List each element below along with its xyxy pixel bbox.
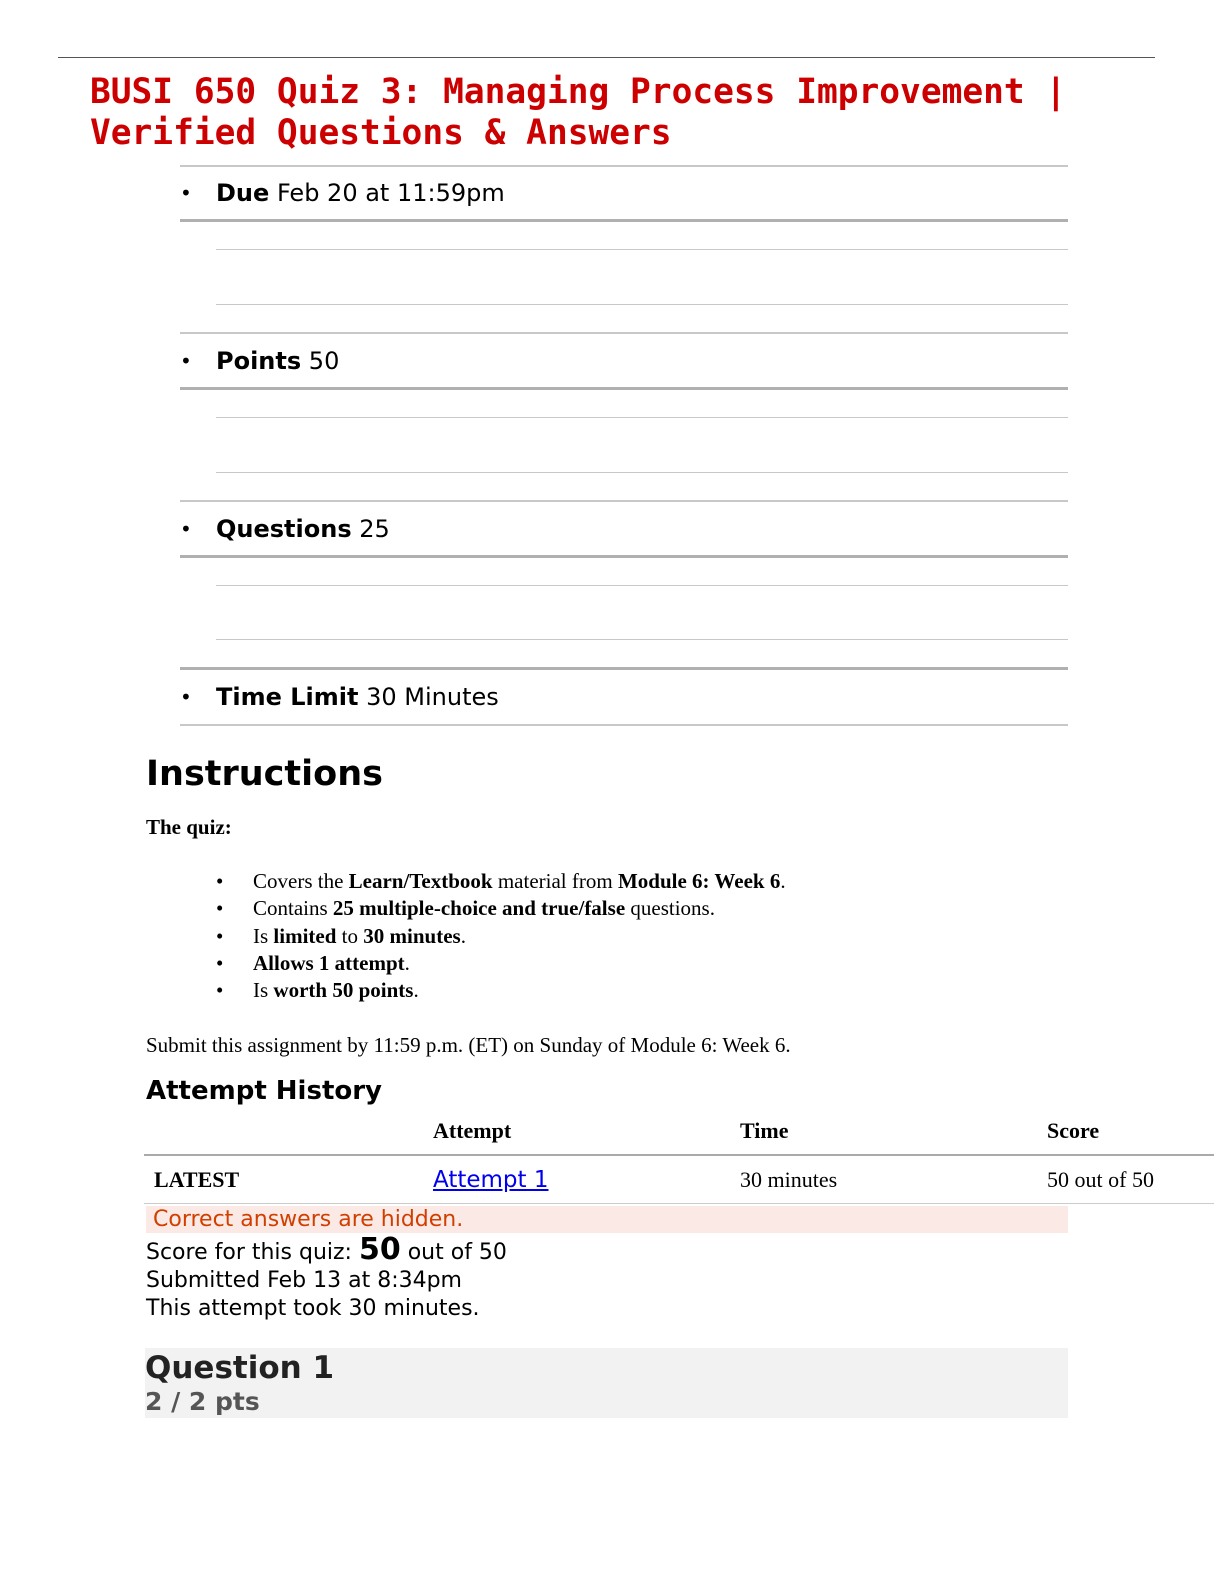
question-title: Question 1 (145, 1350, 335, 1386)
divider (216, 417, 1068, 418)
question-points: 2 / 2 pts (145, 1387, 260, 1416)
question-header (145, 1348, 1068, 1418)
instructions-list (146, 868, 786, 1004)
instruction-text: . (780, 869, 786, 893)
instruction-text: worth 50 points (273, 978, 414, 1003)
instruction-text: Contains (253, 896, 333, 921)
bullet-icon: • (216, 978, 224, 1003)
attempt-1-link[interactable]: Attempt 1 (433, 1167, 549, 1193)
column-header-time: Time (740, 1118, 789, 1143)
attempt-status: LATEST (154, 1167, 240, 1192)
bullet-icon: • (180, 181, 192, 205)
score-line (146, 1232, 507, 1267)
bullet-icon: • (216, 950, 224, 975)
quiz-intro: The quiz: (146, 815, 232, 839)
instruction-text: . (404, 950, 410, 975)
divider (216, 249, 1068, 250)
divider (180, 724, 1068, 726)
column-header-attempt: Attempt (433, 1118, 512, 1143)
divider (216, 304, 1068, 305)
answers-hidden-notice: Correct answers are hidden. (146, 1206, 1068, 1233)
divider (216, 639, 1068, 640)
bullet-icon: • (180, 517, 192, 541)
divider (180, 165, 1068, 167)
bullet-icon: • (216, 896, 224, 921)
bullet-icon: • (180, 349, 192, 373)
duration-line: This attempt took 30 minutes. (146, 1296, 480, 1321)
divider (180, 667, 1068, 670)
attempt-time: 30 minutes (740, 1167, 838, 1192)
instruction-text: Is (253, 978, 274, 1003)
questions-label: Questions (216, 515, 352, 543)
divider (180, 332, 1068, 334)
divider (216, 472, 1068, 473)
divider (180, 555, 1068, 558)
top-rule (58, 57, 1155, 58)
instruction-item (146, 977, 786, 1004)
instruction-text: . (413, 978, 419, 1003)
instruction-text: Is (253, 923, 274, 948)
attempt-history-heading: Attempt History (146, 1076, 383, 1106)
row-rule (144, 1203, 1214, 1204)
header-rule (144, 1154, 1214, 1156)
divider (180, 500, 1068, 502)
instruction-text: . (460, 923, 466, 948)
divider (180, 387, 1068, 390)
instruction-text: Module 6: Week 6 (617, 869, 781, 893)
document-title: BUSI 650 Quiz 3: Managing Process Improvement | Verified Questions & Answers (90, 72, 1067, 153)
instruction-text: 30 minutes (363, 923, 461, 948)
bullet-icon: • (180, 685, 192, 709)
column-header-score: Score (1047, 1118, 1100, 1143)
instruction-item (146, 950, 786, 977)
submitted-line: Submitted Feb 13 at 8:34pm (146, 1268, 462, 1293)
points-value: 50 (308, 347, 340, 375)
instruction-text: to (336, 923, 364, 948)
due-value: Feb 20 at 11:59pm (276, 179, 505, 207)
divider (180, 219, 1068, 222)
instruction-text: Covers the (253, 869, 349, 893)
score-suffix: out of 50 (400, 1240, 507, 1265)
bullet-icon: • (216, 869, 224, 893)
instructions-heading: Instructions (146, 754, 383, 794)
instruction-text: material from (492, 869, 618, 893)
divider (216, 585, 1068, 586)
instruction-item (146, 923, 786, 950)
instruction-item (146, 895, 786, 922)
instruction-item (146, 868, 786, 895)
score-value: 50 (358, 1232, 401, 1267)
instruction-text: Learn/Textbook (348, 869, 493, 893)
instruction-text: limited (273, 923, 337, 948)
points-label: Points (216, 347, 302, 375)
quiz-result (146, 1232, 507, 1323)
questions-value: 25 (359, 515, 390, 543)
attempt-score: 50 out of 50 (1047, 1167, 1154, 1192)
time-limit-label: Time Limit (216, 683, 359, 711)
time-limit-value: 30 Minutes (366, 683, 499, 711)
submit-note: Submit this assignment by 11:59 p.m. (ET) on Sunday of Module 6: Week 6. (146, 1033, 791, 1057)
score-prefix: Score for this quiz: (146, 1240, 359, 1265)
instruction-text: 25 multiple-choice and true/false (332, 896, 626, 921)
instruction-text: questions. (625, 896, 715, 921)
bullet-icon: • (216, 923, 224, 948)
instruction-text: Allows 1 attempt (253, 950, 405, 975)
due-label: Due (216, 179, 270, 207)
